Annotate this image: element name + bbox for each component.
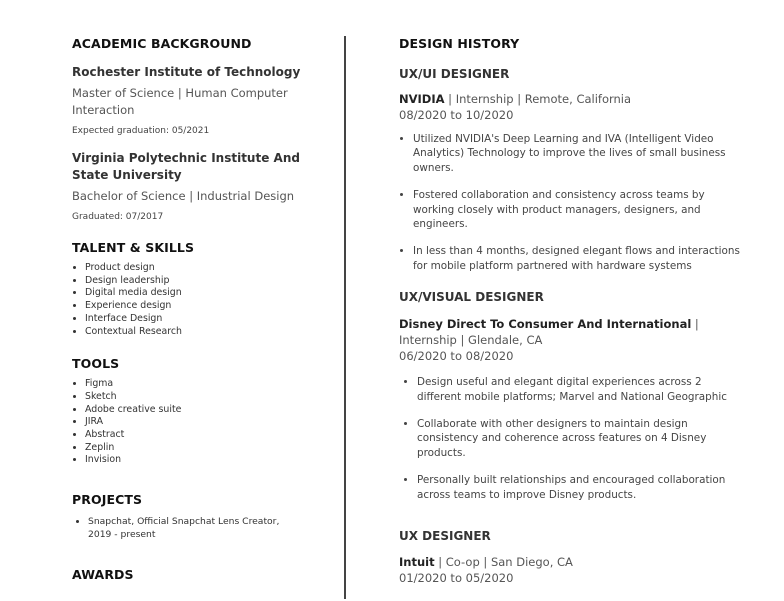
job-dates: 01/2020 to 05/2020 bbox=[399, 571, 514, 586]
left-column bbox=[72, 36, 322, 601]
job-entry bbox=[399, 528, 744, 586]
tools-title: TOOLS bbox=[72, 356, 120, 372]
list-item: • Abstract bbox=[85, 429, 322, 442]
job-role: UX DESIGNER bbox=[399, 529, 491, 544]
school-name: Virginia Polytechnic Institute And State University bbox=[72, 151, 300, 182]
column-divider bbox=[344, 36, 346, 599]
list-item: • Digital media design bbox=[85, 287, 322, 300]
academic-title: ACADEMIC BACKGROUND bbox=[72, 36, 252, 51]
company-name: Disney Direct To Consumer And International bbox=[399, 317, 692, 332]
job-bullets bbox=[399, 375, 744, 502]
company-name: NVIDIA bbox=[399, 92, 445, 106]
tools-section bbox=[72, 356, 322, 467]
school-name: Rochester Institute of Technology bbox=[72, 65, 301, 79]
degree: Master of Science | Human Computer Interaction bbox=[72, 86, 288, 117]
list-item: • Sketch bbox=[85, 391, 322, 404]
edu-entry bbox=[72, 150, 322, 224]
list-item: • Interface Design bbox=[85, 313, 322, 326]
company-line bbox=[399, 554, 744, 570]
history-title: DESIGN HISTORY bbox=[399, 36, 520, 51]
list-item: • Collaborate with other designers to maintain design consistency and coherence across features on 4 Disney products. bbox=[417, 417, 744, 460]
job-role: UX/VISUAL DESIGNER bbox=[399, 290, 544, 305]
right-column bbox=[399, 36, 744, 586]
job-dates: 06/2020 to 08/2020 bbox=[399, 349, 514, 364]
list-item: • Invision bbox=[85, 454, 322, 467]
skills-list bbox=[72, 262, 322, 338]
job-details: | Internship | Remote, California bbox=[444, 92, 632, 106]
projects-title: PROJECTS bbox=[72, 492, 143, 508]
list-item: • Design useful and elegant digital experiences across 2 different mobile platforms; Marvel and National Geographic bbox=[417, 375, 744, 404]
list-item: • Snapchat, Official Snapchat Lens Creator, 2019 - present bbox=[88, 516, 298, 541]
job-details: | Co-op | San Diego, CA bbox=[434, 555, 573, 570]
list-item: • Figma bbox=[85, 378, 322, 391]
job-bullets bbox=[399, 132, 744, 273]
edu-entry bbox=[72, 64, 322, 138]
list-item: • Contextual Research bbox=[85, 326, 322, 339]
list-item: • Zeplin bbox=[85, 442, 322, 455]
company-line bbox=[399, 91, 744, 107]
job-dates: 08/2020 to 10/2020 bbox=[399, 108, 514, 122]
skills-section bbox=[72, 240, 322, 338]
graduation-date: Expected graduation: 05/2021 bbox=[72, 126, 210, 136]
list-item: • Fostered collaboration and consistency across teams by working closely with product managers, designers, and engineers. bbox=[413, 188, 744, 231]
degree: Bachelor of Science | Industrial Design bbox=[72, 189, 295, 203]
job-entry bbox=[399, 289, 744, 502]
company-name: Intuit bbox=[399, 555, 435, 570]
job-role: UX/UI DESIGNER bbox=[399, 67, 510, 81]
awards-section bbox=[72, 567, 322, 583]
company-line bbox=[399, 316, 744, 348]
list-item: • Adobe creative suite bbox=[85, 404, 322, 417]
list-item: • JIRA bbox=[85, 416, 322, 429]
list-item: • Experience design bbox=[85, 300, 322, 313]
job-details: | Internship | Glendale, CA bbox=[399, 317, 699, 348]
skills-title: TALENT & SKILLS bbox=[72, 240, 195, 255]
list-item: • Personally built relationships and encouraged collaboration across teams to improve Disney products. bbox=[417, 473, 744, 502]
list-item: • Product design bbox=[85, 262, 322, 275]
list-item: • In less than 4 months, designed elegant flows and interactions for mobile platform partnered with hardware systems bbox=[413, 244, 744, 273]
projects-list bbox=[72, 516, 298, 541]
academic-section bbox=[72, 36, 322, 224]
list-item: • Utilized NVIDIA's Deep Learning and IVA (Intelligent Video Analytics) Technology to improve the lives of small business owners. bbox=[413, 132, 744, 175]
tools-list bbox=[72, 378, 322, 467]
job-entry bbox=[399, 66, 744, 273]
list-item: • Design leadership bbox=[85, 275, 322, 288]
graduation-date: Graduated: 07/2017 bbox=[72, 212, 164, 222]
awards-title: AWARDS bbox=[72, 567, 134, 583]
projects-section bbox=[72, 492, 322, 541]
